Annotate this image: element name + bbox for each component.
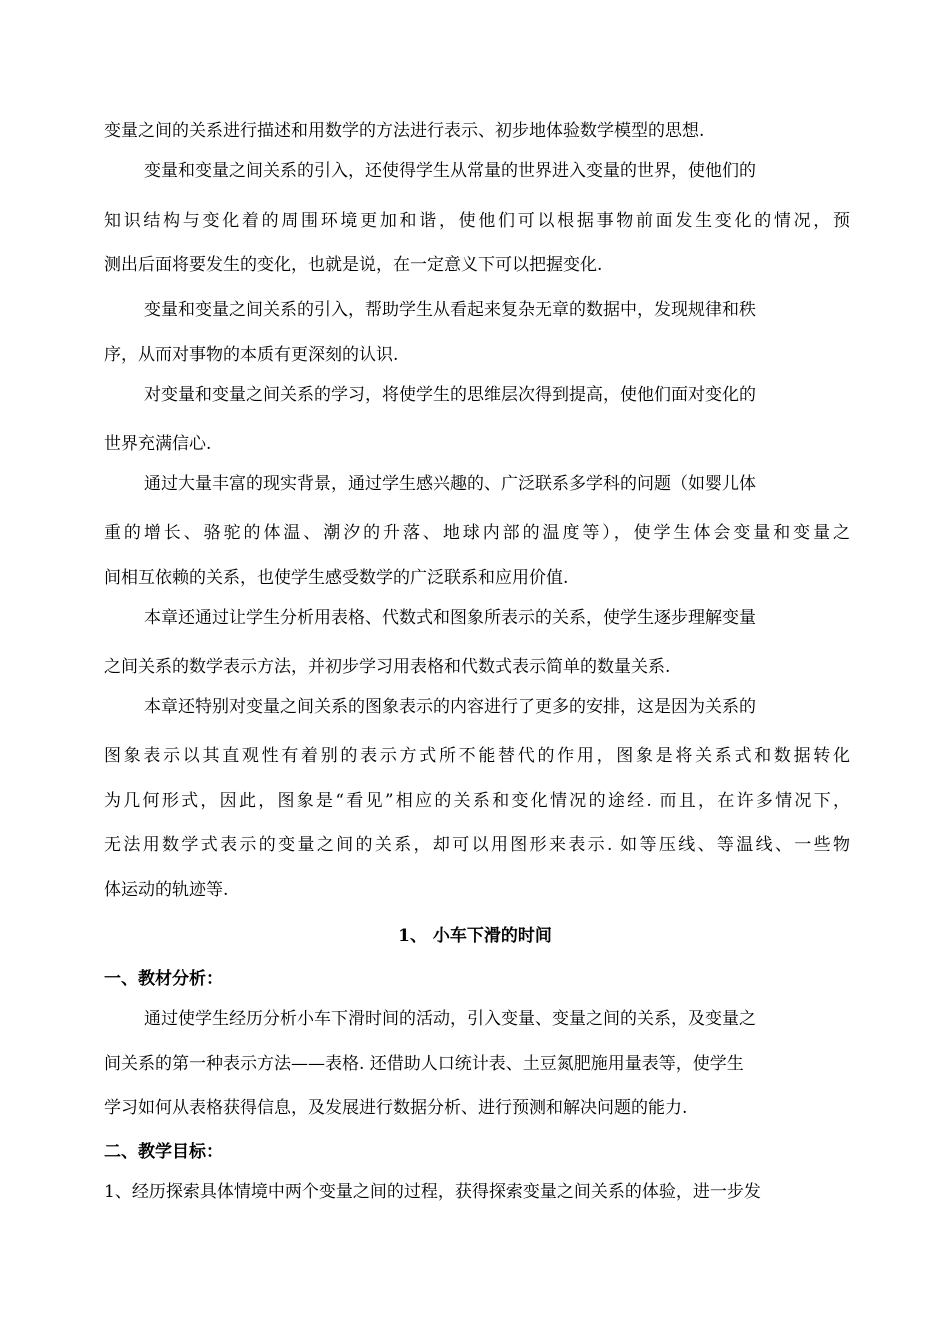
body-text-line: 重的增长、骆驼的体温、潮汐的升落、地球内部的温度等），使学生体会变量和变量之 [104,523,850,543]
body-text-line: 间关系的第一种表示方法——表格. 还借助人口统计表、土豆氮肥施用量表等，使学生 [104,1054,744,1074]
section-heading: 一、教材分析： [104,969,223,989]
paragraph-first-line: 变量和变量之间关系的引入，还使得学生从常量的世界进入变量的世界，使他们的 [144,161,756,181]
body-text-line: 测出后面将要发生的变化，也就是说，在一定意义下可以把握变化. [104,255,603,275]
section-title: 1、 小车下滑的时间 [398,926,552,946]
paragraph-first-line: 本章还特别对变量之间关系的图象表示的内容进行了更多的安排，这是因为关系的 [144,697,756,717]
body-text-line: 间相互依赖的关系，也使学生感受数学的广泛联系和应用价值. [104,568,569,588]
body-text-line: 无法用数学式表示的变量之间的关系，却可以用图形来表示. 如等压线、等温线、一些物 [104,835,850,855]
body-text-line: 序，从而对事物的本质有更深刻的认识. [104,345,399,365]
section-heading: 二、教学目标： [104,1142,223,1162]
body-text-line: 世界充满信心. [104,434,212,454]
body-text-line: 学习如何从表格获得信息，及发展进行数据分析、进行预测和解决问题的能力. [104,1098,688,1118]
paragraph-first-line: 本章还通过让学生分析用表格、代数式和图象所表示的关系，使学生逐步理解变量 [144,608,756,628]
paragraph-first-line: 变量和变量之间关系的引入，帮助学生从看起来复杂无章的数据中，发现规律和秩 [144,300,756,320]
body-text-line: 为几何形式，因此，图象是“看见”相应的关系和变化情况的途经. 而且，在许多情况下， [104,791,850,811]
body-text-line: 知识结构与变化着的周围环境更加和谐，使他们可以根据事物前面发生变化的情况，预 [104,211,850,231]
list-item: 1、经历探索具体情境中两个变量之间的过程，获得探索变量之间关系的体验，进一步发 [104,1182,761,1202]
body-text-line: 体运动的轨迹等. [104,880,229,900]
paragraph-first-line: 通过使学生经历分析小车下滑时间的活动，引入变量、变量之间的关系，及变量之 [144,1009,756,1029]
body-text-line: 图象表示以其直观性有着别的表示方式所不能替代的作用，图象是将关系式和数据转化 [104,746,850,766]
body-text-line: 之间关系的数学表示方法，并初步学习用表格和代数式表示简单的数量关系. [104,657,671,677]
body-text-line: 变量之间的关系进行描述和用数学的方法进行表示、初步地体验数学模型的思想. [104,121,705,141]
paragraph-first-line: 对变量和变量之间关系的学习，将使学生的思维层次得到提高，使他们面对变化的 [144,385,756,405]
paragraph-first-line: 通过大量丰富的现实背景，通过学生感兴趣的、广泛联系多学科的问题（如婴儿体 [144,474,756,494]
